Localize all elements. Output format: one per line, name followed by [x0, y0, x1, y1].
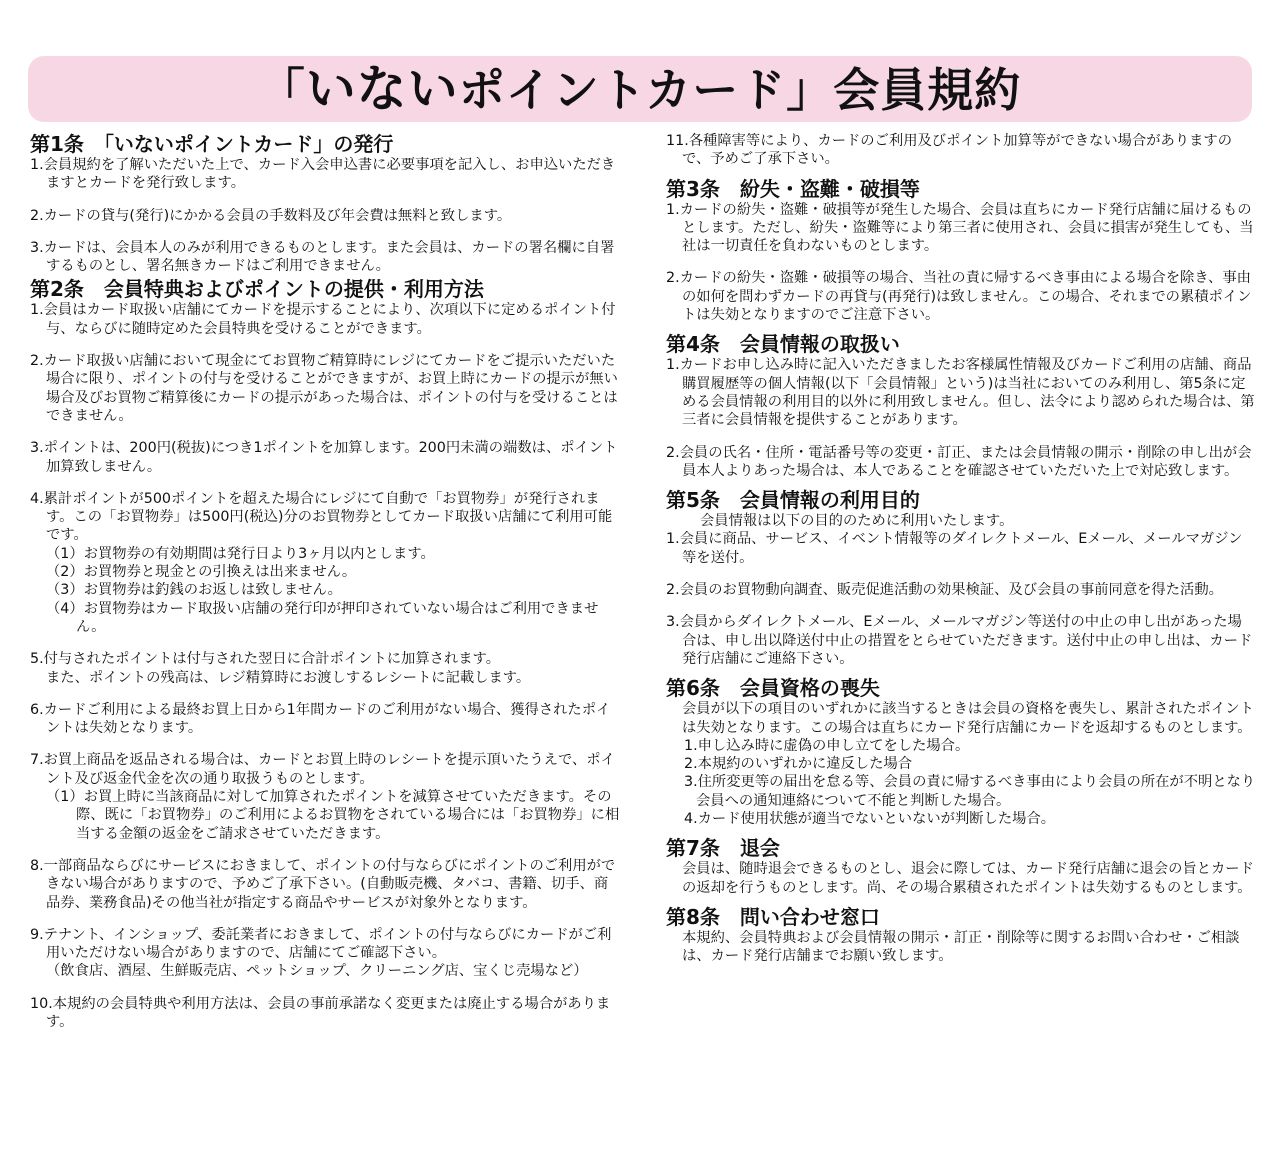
article-4-heading: 第4条 会員情報の取扱い [666, 332, 900, 357]
article-3-item-1: 1.カードの紛失・盗難・破損等が発生した場合、会員は直ちにカード発行店舗に届けるものとします。ただし、紛失・盗難等により第三者に使用され、会員に損害が発生しても、当社は一切責任を負わないものとします。 [666, 201, 1254, 255]
article-2-item-4-sub-3: （3）お買物券は釣銭のお返しは致しません。 [46, 582, 342, 599]
article-1-heading: 第1条 「いないポイントカード」の発行 [30, 132, 394, 156]
article-2-item-7: 7.お買上商品を返品される場合は、カードとお買上時のレシートを提示頂いたうえで、ポイント及び返金代金を次の通り取扱うものとします。 [30, 752, 615, 787]
article-5-item-3: 3.会員からダイレクトメール、Eメール、メールマガジン等送付の中止の申し出があった場合は、申し出以降送付中止の措置をとらせていただきます。送付中止の申し出は、カード発行店舗にご連絡下さい。 [666, 614, 1253, 667]
article-2-item-5: 5.付与されたポイントは付与された翌日に合計ポイントに加算されます。 [30, 651, 500, 668]
article-2-item-5-note: また、ポイントの残高は、レジ精算時にお渡しするレシートに記載します。 [46, 669, 531, 686]
article-6-intro: 会員が以下の項目のいずれかに該当するときは会員の資格を喪失し、累計されたポイントは失効となります。この場合は直ちにカード発行店舗にカードを返却するものとします。 [682, 701, 1254, 736]
article-6-item-3: 3.住所変更等の届出を怠る等、会員の責に帰するべき事由により会員の所在が不明となり会員への通知連絡について不能と判断した場合。 [684, 774, 1256, 809]
article-4-item-2: 2.会員の氏名・住所・電話番号等の変更・訂正、または会員情報の開示・削除の申し出が会員本人よりあった場合は、本人であることを確認させていただいた上で対応致します。 [666, 444, 1252, 479]
article-6-item-1: 1.申し込み時に虚偽の申し立てをした場合。 [684, 737, 970, 754]
article-1 [30, 132, 622, 275]
page-title [0, 56, 1280, 122]
article-5-item-1: 1.会員に商品、サービス、イベント情報等のダイレクトメール、Eメール、メールマガジン等を送付。 [666, 531, 1243, 566]
article-2-item-4-sub-4: （4）お買物券はカード取扱い店舗の発行印が押印されていない場合はご利用できません。 [46, 600, 599, 635]
article-1-item-2: 2.カードの貸与(発行)にかかる会員の手数料及び年会費は無料と致します。 [30, 207, 512, 224]
article-2-item-4-sub-1: （1）お買物券の有効期間は発行日より3ヶ月以内とします。 [46, 545, 435, 562]
article-3-heading: 第3条 紛失・盗難・破損等 [666, 176, 920, 201]
title-open: 「 [258, 63, 306, 117]
article-3-item-2: 2.カードの紛失・盗難・破損等の場合、当社の責に帰するべき事由による場合を除き、事由の如何を問わずカードの再貸与(再発行)は致しません。この場合、それまでの累積ポイントは失効となりますのでご注意下さい。 [666, 270, 1252, 324]
article-7-body: 会員は、随時退会できるものとし、退会に際しては、カード発行店舗に退会の旨とカードの返却を行うものとします。尚、その場合累積されたポイントは失効するものとします。 [682, 861, 1254, 896]
article-2-item-9: 9.テナント、インショップ、委託業者におきまして、ポイントの付与ならびにカードがご利用いただけない場合がありますので、店舗にてご確認下さい。 [30, 926, 612, 962]
article-6-item-2: 2.本規約のいずれかに違反した場合 [684, 756, 913, 773]
article-7-heading: 第7条 退会 [666, 836, 780, 861]
article-7 [666, 836, 1256, 897]
article-2-item-3: 3.ポイントは、200円(税抜)につき1ポイントを加算します。200円未満の端数は、ポイント加算致しません。 [30, 440, 618, 475]
article-2-item-7-sub-1: （1）お買上時に当該商品に対して加算されたポイントを減算させていただきます。その際、既に「お買物券」のご利用によるお買物をされている場合には「お買物券」に相当する金額の返金をご請求させていただきます。 [46, 789, 620, 842]
article-2 [30, 277, 622, 1031]
title-rest: ポイントカード」会員規約 [458, 63, 1022, 117]
article-2-item-9-note: （飲食店、酒屋、生鮮販売店、ペットショップ、クリーニング店、宝くじ売場など） [46, 963, 588, 980]
article-2-item-10: 10.本規約の会員特典や利用方法は、会員の事前承諾なく変更または廃止する場合があります。 [30, 995, 611, 1030]
article-4-item-1: 1.カードお申し込み時に記入いただきましたお客様属性情報及びカードご利用の店舗、商品購買履歴等の個人情報(以下「会員情報」という)は当社においてのみ利用し、第5条に定める会員情報の利用目的以外に利用致しません。但し、法令により認められた場合は、第三者に会員情報を提供することがあります。 [666, 357, 1255, 429]
article-1-item-3: 3.カードは、会員本人のみが利用できるものとします。また会員は、カードの署名欄に自署するものとし、署名無きカードはご利用できません。 [30, 239, 615, 275]
article-2-heading: 第2条 会員特典およびポイントの提供・利用方法 [30, 277, 484, 302]
article-5-item-2: 2.会員のお買物動向調査、販売促進活動の効果検証、及び会員の事前同意を得た活動。 [666, 582, 1223, 599]
article-6-item-4: 4.カード使用状態が適当でないといないが判断した場合。 [684, 811, 1056, 828]
article-2-item-11: 11.各種障害等により、カードのご利用及びポイント加算等ができない場合がありますので、予めご了承下さい。 [666, 133, 1233, 168]
article-3 [666, 177, 1256, 325]
article-2-item-4: 4.累計ポイントが500ポイントを超えた場合にレジにて自動で「お買物券」が発行されます。この「お買物券」は500円(税込)分のお買物券としてカード取扱い店舗にて利用可能です。 [30, 490, 613, 544]
article-8-body: 本規約、会員特典および会員情報の開示・訂正・削除等に関するお問い合わせ・ご相談は、カード発行店舗までお願い致します。 [682, 929, 1240, 965]
article-6 [666, 676, 1256, 828]
article-8 [666, 905, 1256, 966]
title-brand: いない [305, 60, 459, 118]
article-4 [666, 332, 1256, 480]
right-column [666, 132, 1256, 968]
left-column [30, 132, 622, 1033]
article-5-intro: 会員情報は以下の目的のために利用いたします。 [700, 513, 1014, 530]
article-2-item-4-sub-2: （2）お買物券と現金との引換えは出来ません。 [46, 564, 357, 581]
article-8-heading: 第8条 問い合わせ窓口 [666, 904, 880, 929]
article-5-heading: 第5条 会員情報の利用目的 [666, 488, 920, 513]
article-2-item-2: 2.カード取扱い店舗において現金にてお買物ご精算時にレジにてカードをご提示いただいた場合に限り、ポイントの付与を受けることができますが、お買上時にカードの提示が無い場合及びお買物ご精算後にカードの提示があった場合は、ポイントの付与を受けることはできません。 [30, 353, 618, 424]
article-2-item-1: 1.会員はカード取扱い店舗にてカードを提示することにより、次項以下に定めるポイント付与、ならびに随時定めた会員特典を受けることができます。 [30, 302, 616, 337]
article-6-heading: 第6条 会員資格の喪失 [666, 676, 880, 701]
article-5 [666, 488, 1256, 668]
article-1-item-1: 1.会員規約を了解いただいた上で、カード入会申込書に必要事項を記入し、お申込いただきますとカードを発行致します。 [30, 157, 616, 192]
article-2-item-6: 6.カードご利用による最終お買上日から1年間カードのご利用がない場合、獲得されたポイントは失効となります。 [30, 701, 611, 737]
article-2-item-8: 8.一部商品ならびにサービスにおきまして、ポイントの付与ならびにポイントのご利用ができない場合がありますので、予めご了承下さい。(自動販売機、タバコ、書籍、切手、商品券、業務食品)その他当社が指定する商品やサービスが対象外となります。 [30, 857, 616, 911]
